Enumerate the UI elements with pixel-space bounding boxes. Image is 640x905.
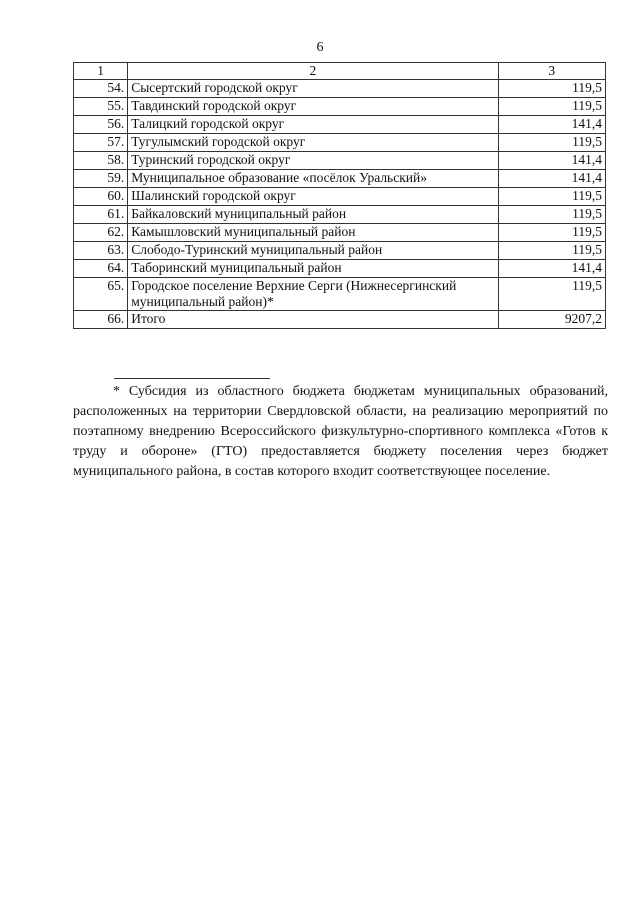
row-number: 66. (74, 311, 128, 329)
column-header-value: 3 (498, 63, 605, 80)
row-name: Итого (128, 311, 498, 329)
table-row (74, 224, 606, 242)
page-number: 6 (316, 40, 324, 55)
table-header-row (74, 63, 606, 80)
table-body (74, 80, 606, 329)
row-value: 119,5 (498, 134, 605, 152)
row-value: 9207,2 (498, 311, 605, 329)
table-row (74, 206, 606, 224)
footnote-divider (114, 378, 270, 379)
row-number: 55. (74, 98, 128, 116)
row-name: Шалинский городской округ (128, 188, 498, 206)
row-name: Байкаловский муниципальный район (128, 206, 498, 224)
table-row (74, 116, 606, 134)
table-row (74, 134, 606, 152)
row-number: 59. (74, 170, 128, 188)
row-name: Муниципальное образование «посёлок Уральский» (128, 170, 498, 188)
row-value: 119,5 (498, 206, 605, 224)
row-name: Камышловский муниципальный район (128, 224, 498, 242)
column-header-name: 2 (128, 63, 498, 80)
row-name: Туринский городской округ (128, 152, 498, 170)
row-number: 60. (74, 188, 128, 206)
row-number: 64. (74, 260, 128, 278)
row-name: Городское поселение Верхние Серги (Нижнесергинский муниципальный район)* (128, 278, 498, 311)
table-row (74, 188, 606, 206)
table-row (74, 278, 606, 311)
row-name: Тавдинский городской округ (128, 98, 498, 116)
table-row (74, 170, 606, 188)
table-row (74, 98, 606, 116)
table-row (74, 152, 606, 170)
row-number: 65. (74, 278, 128, 311)
row-value: 119,5 (498, 278, 605, 311)
row-number: 61. (74, 206, 128, 224)
row-name: Сысертский городской округ (128, 80, 498, 98)
subsidy-table (73, 62, 606, 329)
row-number: 57. (74, 134, 128, 152)
row-name: Слободо-Туринский муниципальный район (128, 242, 498, 260)
row-name: Талицкий городской округ (128, 116, 498, 134)
row-value: 119,5 (498, 98, 605, 116)
row-number: 62. (74, 224, 128, 242)
row-value: 119,5 (498, 242, 605, 260)
row-value: 119,5 (498, 188, 605, 206)
footnote (73, 382, 608, 482)
row-value: 141,4 (498, 170, 605, 188)
row-number: 63. (74, 242, 128, 260)
footnote-text: * Субсидия из областного бюджета бюджетам муниципальных образований, расположенных на территории Свердловской области, на реализацию мероприятий по поэтапному внедрению Всероссийского физкультурно-спортивного комплекса «Готов к труду и обороне» (ГТО) предоставляется бюджету поселения через бюджет муниципального района, в состав которого входит соответствующее поселение. (73, 384, 608, 479)
column-header-number: 1 (74, 63, 128, 80)
row-value: 119,5 (498, 80, 605, 98)
row-name: Тугулымский городской округ (128, 134, 498, 152)
row-value: 119,5 (498, 224, 605, 242)
table-row (74, 260, 606, 278)
table-row (74, 311, 606, 329)
row-value: 141,4 (498, 260, 605, 278)
row-value: 141,4 (498, 152, 605, 170)
row-number: 58. (74, 152, 128, 170)
row-number: 56. (74, 116, 128, 134)
table-row (74, 80, 606, 98)
row-name: Таборинский муниципальный район (128, 260, 498, 278)
row-value: 141,4 (498, 116, 605, 134)
row-number: 54. (74, 80, 128, 98)
table-row (74, 242, 606, 260)
